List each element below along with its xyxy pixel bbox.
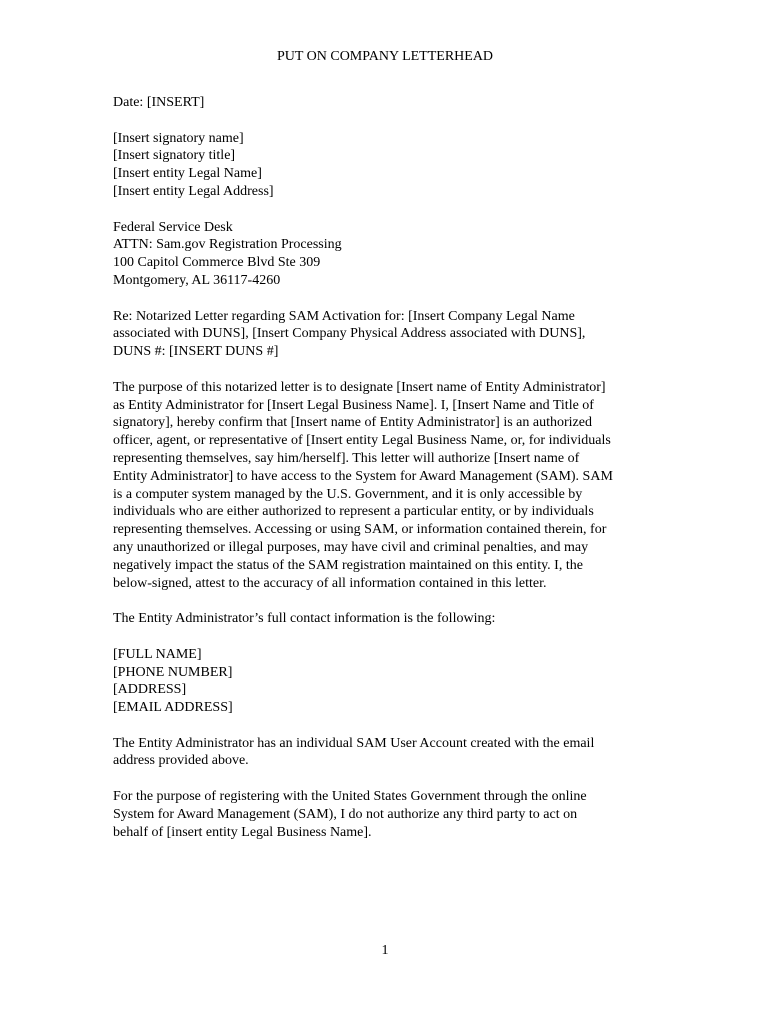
contact-full-name: [FULL NAME] xyxy=(113,646,202,662)
contact-fields-block xyxy=(113,646,661,717)
paragraph-line: representing themselves. Accessing or using SAM, or information contained therein, for xyxy=(113,522,607,538)
sender-entity-name: [Insert entity Legal Name] xyxy=(113,166,262,182)
purpose-paragraph xyxy=(113,379,661,593)
paragraph-line: negatively impact the status of the SAM registration maintained on this entity. I, the xyxy=(113,557,583,573)
contact-email: [EMAIL ADDRESS] xyxy=(113,700,233,716)
page-number: 1 xyxy=(381,943,389,958)
sender-block xyxy=(113,130,661,201)
subject-line: DUNS #: [INSERT DUNS #] xyxy=(113,344,279,360)
letterhead-placeholder: PUT ON COMPANY LETTERHEAD xyxy=(276,49,494,64)
paragraph-line: any unauthorized or illegal purposes, may have civil and criminal penalties, and may xyxy=(113,539,589,555)
paragraph-line: below-signed, attest to the accuracy of all information contained in this letter. xyxy=(113,575,547,591)
subject-line: associated with DUNS], [Insert Company Physical Address associated with DUNS], xyxy=(113,326,586,342)
contact-phone: [PHONE NUMBER] xyxy=(113,664,233,680)
paragraph-line: is a computer system managed by the U.S. Government, and it is only accessible by xyxy=(113,486,583,502)
sender-entity-address: [Insert entity Legal Address] xyxy=(113,183,274,199)
subject-line: Re: Notarized Letter regarding SAM Activation for: [Insert Company Legal Name xyxy=(113,308,575,324)
recipient-attn: ATTN: Sam.gov Registration Processing xyxy=(113,237,342,253)
paragraph-line: representing themselves, say him/herself]. This letter will authorize [Insert name of xyxy=(113,450,580,466)
paragraph-line: Entity Administrator] to have access to the System for Award Management (SAM). SAM xyxy=(113,468,613,484)
recipient-street: 100 Capitol Commerce Blvd Ste 309 xyxy=(113,255,321,271)
paragraph-line: address provided above. xyxy=(113,753,249,769)
third-party-paragraph xyxy=(113,788,661,841)
sender-title: [Insert signatory title] xyxy=(113,148,236,164)
paragraph-line: officer, agent, or representative of [Insert entity Legal Business Name, or, for individuals xyxy=(113,433,611,449)
contact-address: [ADDRESS] xyxy=(113,682,187,698)
paragraph-line: behalf of [insert entity Legal Business Name]. xyxy=(113,824,372,840)
paragraph-line: individuals who are either authorized to represent a particular entity, or by individuals xyxy=(113,504,594,520)
paragraph-line: signatory], hereby confirm that [Insert name of Entity Administrator] is an authorized xyxy=(113,415,592,431)
contact-intro: The Entity Administrator’s full contact information is the following: xyxy=(113,611,496,627)
paragraph-line: For the purpose of registering with the United States Government through the online xyxy=(113,789,587,805)
subject-block xyxy=(113,308,661,361)
account-paragraph xyxy=(113,735,661,771)
paragraph-line: as Entity Administrator for [Insert Legal Business Name]. I, [Insert Name and Title of xyxy=(113,397,594,413)
letter-body xyxy=(113,94,661,859)
paragraph-line: System for Award Management (SAM), I do not authorize any third party to act on xyxy=(113,806,578,822)
paragraph-line: The Entity Administrator has an individual SAM User Account created with the email xyxy=(113,735,595,751)
recipient-city: Montgomery, AL 36117-4260 xyxy=(113,272,281,288)
recipient-block xyxy=(113,219,661,290)
date-line: Date: [INSERT] xyxy=(113,95,205,110)
sender-name: [Insert signatory name] xyxy=(113,130,244,146)
recipient-name: Federal Service Desk xyxy=(113,219,233,235)
paragraph-line: The purpose of this notarized letter is to designate [Insert name of Entity Administrator] xyxy=(113,379,606,395)
